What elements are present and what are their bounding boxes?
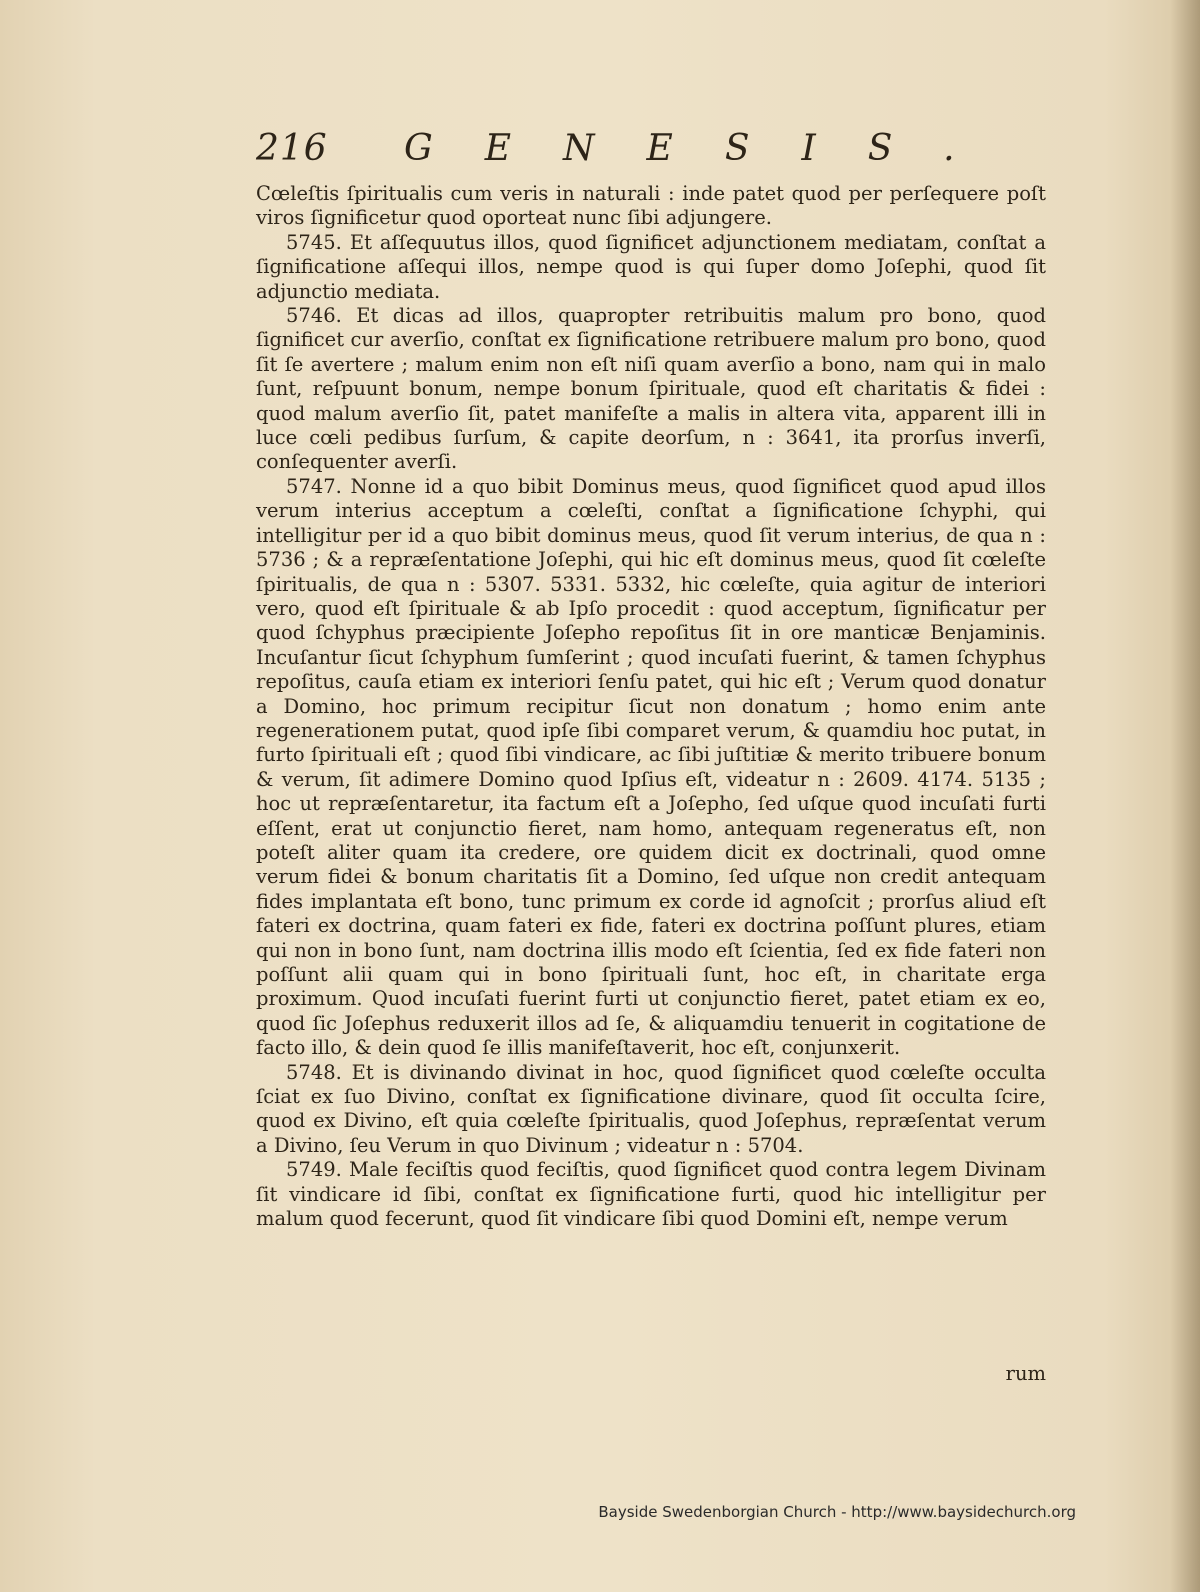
paragraph: Cœleſtis ſpiritualis cum veris in naturali : inde patet quod per perſequere poſt viros ſignificetur quod oporteat nunc ſibi adjungere. [256, 182, 1046, 230]
paragraph-5745: 5745. Et aſſequutus illos, quod ſignificet adjunctionem mediatam, conſtat a ſignificatione aſſequi illos, nempe quod is qui ſuper domo Joſephi, quod ſit adjunctio mediata. [256, 230, 1046, 303]
paragraph-5747: 5747. Nonne id a quo bibit Dominus meus, quod ſignificet quod apud illos verum interius acceptum a cœleſti, conſtat a ſignificatione ſchyphi, qui intelligitur per id a quo bibit dominus meus, quod ſit verum interius, de qua n : 5736 ; & a repræſentatione Joſephi, qui hic eſt dominus meus, quod ſit cœleſte ſpiritualis, de qua n : 5307. 5331. 5332, hic cœleſte, quia agitur de interiori vero, quod eſt ſpirituale & ab Ipſo procedit : quod acceptum, ſignificatur per quod ſchyphus præcipiente Joſepho repoſitus ſit in ore manticæ Benjaminis. Incuſantur ſicut ſchyphum ſumſerint ; quod incuſati fuerint, & tamen ſchyphus repoſitus, cauſa etiam ex interiori ſenſu patet, qui hic eſt ; Verum quod donatur a Domino, hoc primum recipitur ſicut non donatum ; homo enim ante regenerationem putat, quod ipſe ſibi comparet verum, & quamdiu hoc putat, in furto ſpirituali eſt ; quod ſibi vindicare, ac ſibi juſtitiæ & merito tribuere bonum & verum, ſit adimere Domino quod Ipſius eſt, videatur n : 2609. 4174. 5135 ; hoc ut repræſentaretur, ita factum eſt a Joſepho, ſed uſque quod incuſati furti eſſent, erat ut conjunctio fieret, nam homo, antequam regeneratus eſt, non poteſt aliter quam ita credere, ore quidem dicit ex doctrinali, quod omne verum fidei & bonum charitatis ſit a Domino, ſed uſque non credit antequam fides implantata eſt bono, tunc primum ex corde id agnoſcit ; prorſus aliud eſt fateri ex doctrina, quam fateri ex fide, fateri ex doctrina poſſunt plures, etiam qui non in bono ſunt, nam doctrina illis modo eſt ſcientia, ſed ex fide fateri non poſſunt alii quam qui in bono ſpirituali ſunt, hoc eſt, in charitate erga proximum. Quod incuſati fuerint furti ut conjunctio fieret, patet etiam ex eo, quod ſic Joſephus reduxerit illos ad ſe, & aliquamdiu tenuerit in cogitatione de facto illo, & dein quod ſe illis manifeſtaverit, hoc eſt, conjunxerit. [256, 474, 1046, 1060]
page-header [256, 128, 1056, 176]
catchword: rum [1005, 1362, 1046, 1385]
paragraph-5746: 5746. Et dicas ad illos, quapropter retribuitis malum pro bono, quod ſignificet cur averſio, conſtat ex ſignificatione retribuere malum pro bono, quod ſit ſe avertere ; malum enim non eſt niſi quam averſio a bono, nam qui in malo ſunt, reſpuunt bonum, nempe bonum ſpirituale, quod eſt charitatis & fidei : quod malum averſio ſit, patet manifeſte a malis in altera vita, apparent illi in luce cœli pedibus ſurſum, & capite deorſum, n : 3641, ita prorſus inverſi, conſequenter averſi. [256, 304, 1046, 474]
paragraph-5749: 5749. Male feciſtis quod feciſtis, quod ſignificet quod contra legem Divinam ſit vindicare id ſibi, conſtat ex ſignificatione furti, quod hic intelligitur per malum quod fecerunt, quod ſit vindicare ſibi quod Domini eſt, nempe verum [256, 1158, 1046, 1231]
page-number: 216 [256, 128, 328, 169]
body-text [256, 182, 1046, 1231]
running-title: GENESIS. [404, 128, 1007, 169]
page-edge-shadow [1170, 0, 1200, 1592]
source-credit: Bayside Swedenborgian Church - http://www.baysidechurch.org [598, 1503, 1076, 1521]
paragraph-5748: 5748. Et is divinando divinat in hoc, quod ſignificet quod cœleſte occulta ſciat ex ſuo Divino, conſtat ex ſignificatione divinare, quod ſit occulta ſcire, quod ex Divino, eſt quia cœleſte ſpiritualis, quod Joſephus, repræſentat verum a Divino, ſeu Verum in quo Divinum ; videatur n : 5704. [256, 1060, 1046, 1157]
